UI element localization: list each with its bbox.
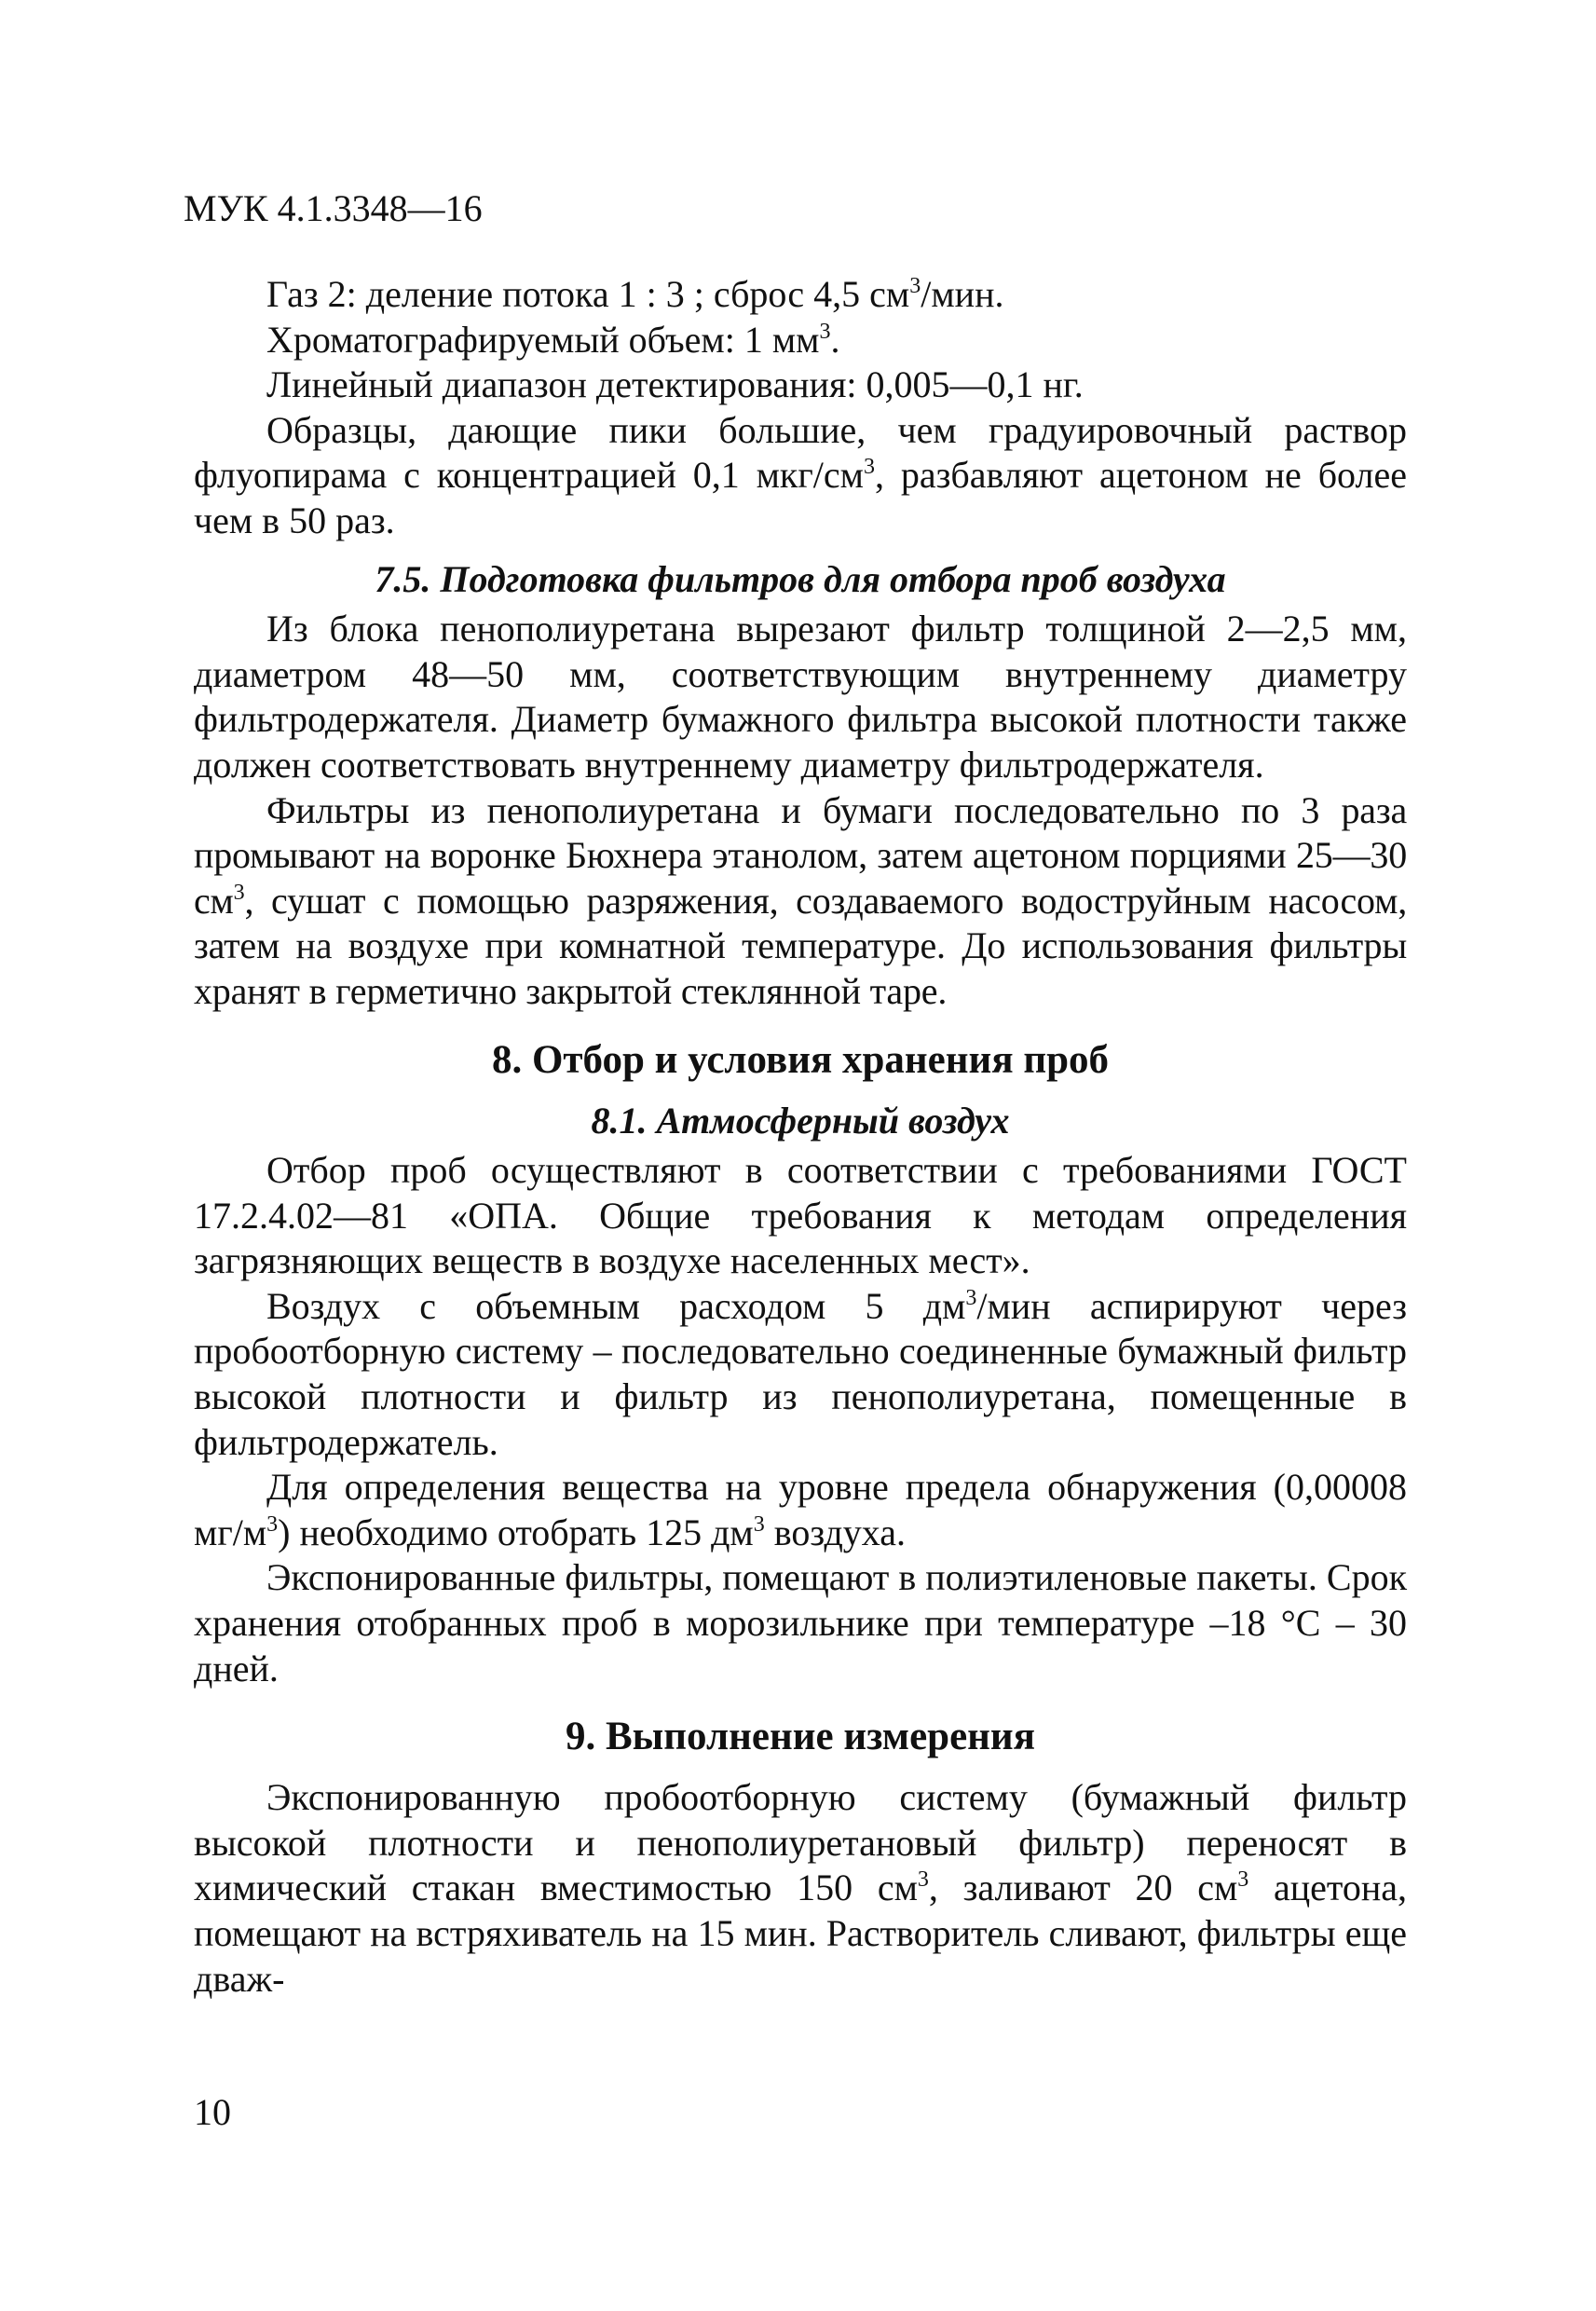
subsection-8-1-paragraph-1: Отбор проб осуществляют в соответствии с требованиями ГОСТ 17.2.4.02—81 «ОПА. Общие требования к методам определения загрязняющих веществ в воздухе населенных мест». [194,1149,1407,1282]
s8-1-p2-superscript: 3 [965,1285,977,1310]
s8-1-p3-text-b: ) необходимо отобрать 125 дм [278,1511,754,1553]
section-9-title: 9. Выполнение измерения [566,1715,1035,1759]
volume-end: . [830,318,840,361]
s9-p1-text-c: ацетона, помещают на встряхиватель на 15 мин. Растворитель сливают, фильтры еще дваж- [194,1867,1407,2000]
s9-p1-text-b: , заливают 20 см [928,1867,1238,1909]
s7-5-p2-text-a: Фильтры из пенополиуретана и бумаги последовательно по 3 раза промывают на воронке Бюхнера этанолом, затем ацетоном порциями 25—30 см [194,788,1407,922]
s9-p1-superscript-2: 3 [1237,1867,1249,1893]
s9-p1-text-a: Экспонированную пробоотборную систему (бумажный фильтр высокой плотности и пенополиуретановый фильтр) переносят в химический стакан вместимостью 150 см [194,1776,1407,1909]
s8-1-p3-text-a: Для определения вещества на уровне предела обнаружения (0,00008 мг/м [194,1466,1407,1553]
gas2-superscript: 3 [909,274,921,298]
s7-5-p2-superscript: 3 [233,880,245,905]
s9-p1-superscript: 3 [917,1867,929,1893]
page-content [194,272,1407,2002]
s8-1-p3-superscript-2: 3 [753,1511,765,1537]
samples-paragraph [194,408,1407,544]
running-header: МУК 4.1.3348—16 [184,187,483,229]
s8-1-p2-text-a: Воздух с объемным расходом 5 дм [266,1284,966,1327]
samples-superscript: 3 [863,455,875,480]
volume-text: Хроматографируемый объем: 1 мм [266,318,820,361]
subsection-8-1-paragraph-3 [194,1465,1407,1555]
s8-1-p2-text-b: /мин аспирируют через пробоотборную систему – последовательно соединенные бумажный фильтр высокой плотности и фильтр из пенополиуретана, помещенные в фильтродержатель. [194,1284,1408,1463]
s7-5-p2-text-b: , сушат с помощью разряжения, создаваемого водоструйным насосом, затем на воздухе при комнатной температуре. До использования фильтры хранят в герметично закрытой стеклянной таре. [194,879,1407,1012]
gas2-line [194,272,1407,318]
subsection-7-5-title: 7.5. Подготовка фильтров для отбора проб воздуха [375,557,1226,600]
subsection-8-1-paragraph-4: Экспонированные фильтры, помещают в полиэтиленовые пакеты. Срок хранения отобранных проб в морозильнике при температуре –18 °С – 30 дней. [194,1556,1407,1689]
gas2-unit: /мин. [921,273,1004,315]
subsection-8-1-title: 8.1. Атмосферный воздух [591,1099,1010,1142]
samples-text-a: Образцы, дающие пики большие, чем градуировочный раствор флуопирама с концентрацией 0,1 мкг/см [194,408,1407,497]
range-line: Линейный диапазон детектирования: 0,005—0,1 нг. [266,363,1084,406]
subsection-7-5-paragraph-2 [194,788,1407,1015]
subsection-7-5-paragraph-1: Из блока пенополиуретана вырезают фильтр толщиной 2—2,5 мм, диаметром 48—50 мм, соответствующим внутреннему диаметру фильтродержателя. Диаметр бумажного фильтра высокой плотности также должен соответствовать внутреннему диаметру фильтродержателя. [194,608,1407,786]
s8-1-p3-superscript: 3 [266,1511,279,1537]
gas2-text: Газ 2: деление потока 1 : 3 ; сброс 4,5 см [266,273,910,315]
page-number: 10 [194,2091,231,2133]
volume-superscript: 3 [819,319,831,344]
section-9-paragraph-1 [194,1775,1407,2002]
volume-line [194,318,1407,363]
samples-text-b: , разбавляют ацетоном не более чем в 50 раз. [194,454,1407,541]
s8-1-p3-text-c: воздуха. [764,1511,907,1553]
section-8-title: 8. Отбор и условия хранения проб [491,1037,1110,1082]
subsection-8-1-paragraph-2 [194,1284,1407,1465]
